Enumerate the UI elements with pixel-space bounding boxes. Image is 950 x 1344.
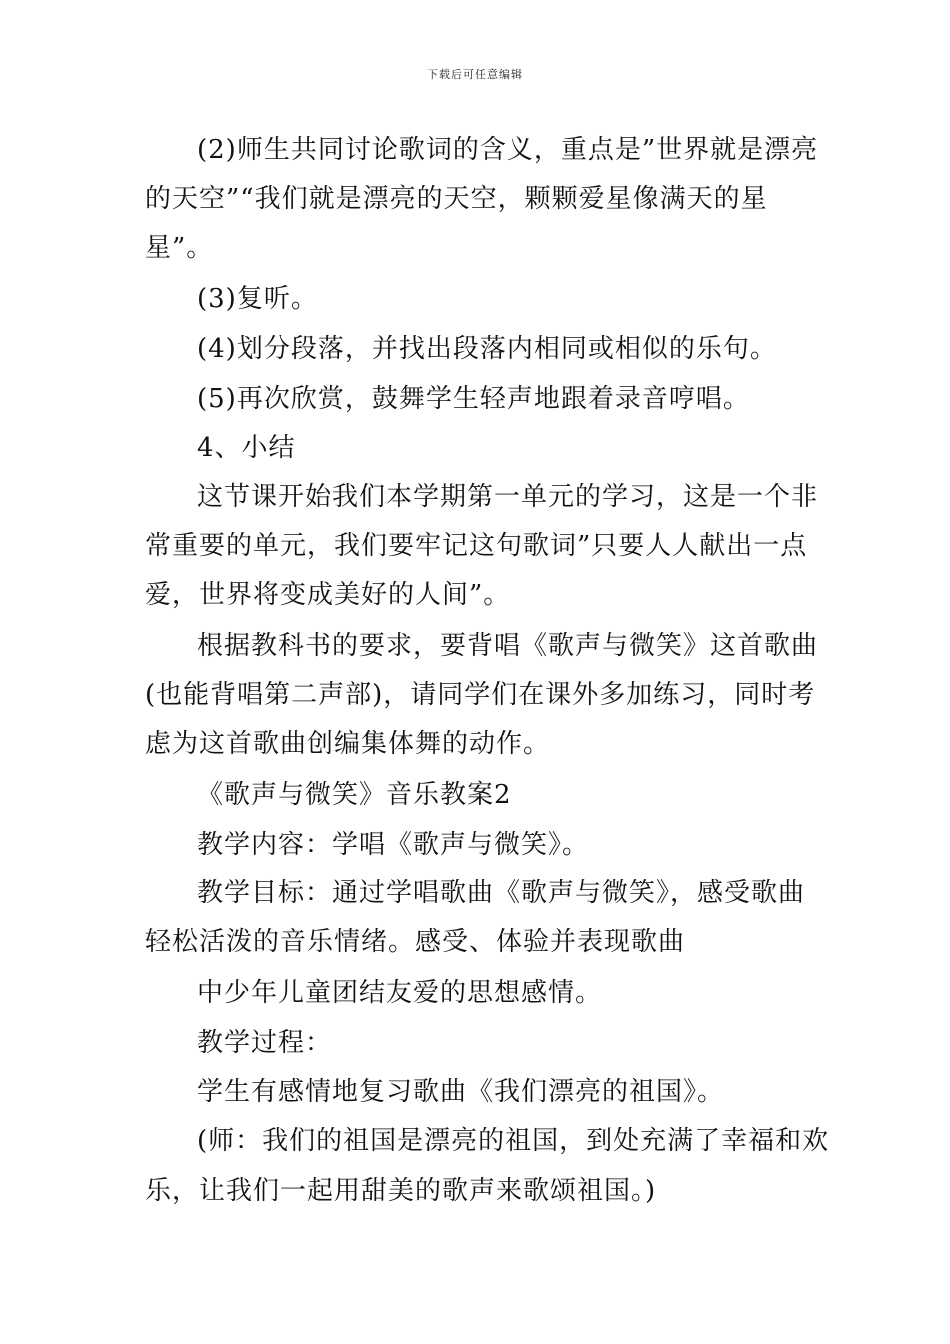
text-line: 《歌声与微笑》音乐教案2	[197, 780, 512, 810]
text-line: 乐，让我们一起用甜美的歌声来歌颂祖国。)	[145, 1176, 657, 1206]
page-header: 下载后可任意编辑	[427, 68, 523, 81]
text-line: 根据教科书的要求，要背唱《歌声与微笑》这首歌曲	[197, 631, 819, 661]
text-line: 虑为这首歌曲创编集体舞的动作。	[145, 729, 551, 759]
text-line: (也能背唱第二声部)，请同学们在课外多加练习，同时考	[145, 680, 816, 710]
text-line: (5)再次欣赏，鼓舞学生轻声地跟着录音哼唱。	[197, 384, 750, 414]
text-line: 4、小结	[197, 433, 296, 463]
text-line: 星”。	[145, 233, 214, 263]
text-line: 教学过程：	[197, 1028, 333, 1058]
text-line: 常重要的单元，我们要牢记这句歌词”只要人人献出一点	[145, 531, 808, 561]
text-line: 爱，世界将变成美好的人间”。	[145, 580, 511, 610]
text-line: (3)复听。	[197, 284, 318, 314]
text-line: 教学内容：学唱《歌声与微笑》。	[197, 830, 590, 860]
text-line: (2)师生共同讨论歌词的含义，重点是”世界就是漂亮	[197, 135, 819, 165]
text-line: 的天空”“我们就是漂亮的天空，颗颗爱星像满天的星	[145, 184, 768, 214]
text-line: 学生有感情地复习歌曲《我们漂亮的祖国》。	[197, 1077, 725, 1107]
text-line: 这节课开始我们本学期第一单元的学习，这是一个非	[197, 482, 819, 512]
text-line: (4)划分段落，并找出段落内相同或相似的乐句。	[197, 334, 777, 364]
text-line: 中少年儿童团结友爱的思想感情。	[197, 978, 603, 1008]
text-line: 轻松活泼的音乐情绪。感受、体验并表现歌曲	[145, 927, 686, 957]
text-line: (师：我们的祖国是漂亮的祖国，到处充满了幸福和欢	[197, 1126, 830, 1156]
text-line: 教学目标：通过学唱歌曲《歌声与微笑》，感受歌曲	[197, 878, 806, 908]
